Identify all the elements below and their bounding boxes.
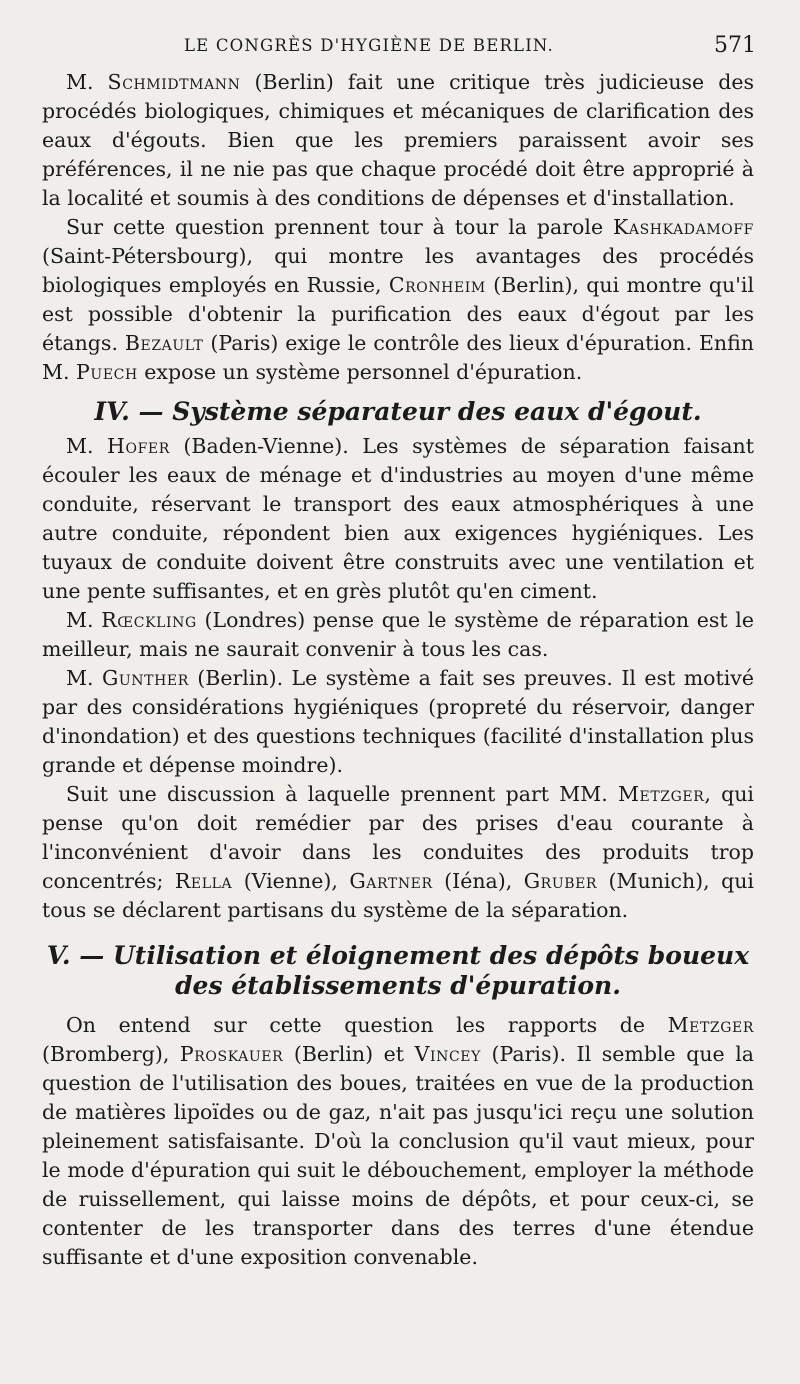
text-span: M. [66, 434, 108, 458]
text-span: (Paris) exige le contrôle des lieux d'épuration. Enfin M. [42, 331, 754, 384]
person-name: Rella [174, 869, 233, 893]
text-span: (Paris). Il semble que la question de l'utilisation des boues, traitées en vue de la production de matières lipoïdes ou de gaz, n'ait pas jusqu'ici reçu une solution pleinement satisfaisante. D'où la conclusion qu'il vaut mieux, pour le mode d'épuration qui suit le débouchement, employer la méthode de ruissellement, qui laisse moins de dépôts, et pour ceux-ci, se contenter de les transporter dans des terres d'une étendue suffisante et d'une exposition convenable. [42, 1042, 754, 1269]
paragraph-discussion-biologique [42, 213, 754, 387]
paragraph-discussion-separation [42, 780, 754, 925]
text-span: (Baden-Vienne). Les systèmes de séparation faisant écouler les eaux de ménage et d'industries au moyen d'une même conduite, réservant le transport des eaux atmosphériques à une autre conduite, répondent bien aux exigences hygiéniques. Les tuyaux de conduite doivent être construits avec une ventilation et une pente suffisantes, et en grès plutôt qu'en ciment. [42, 434, 754, 603]
paragraph-gunther [42, 664, 754, 780]
section-heading-v [42, 941, 754, 1001]
person-name: Bezault [124, 331, 204, 355]
running-head [42, 28, 754, 68]
text-span: M. [66, 608, 102, 632]
section-heading-v-line1: V. — Utilisation et éloignement des dépôts boueux [46, 941, 750, 970]
page-number: 571 [714, 33, 756, 58]
text-span: expose un système personnel d'épuration. [137, 360, 583, 384]
text-span: (Berlin). Le système a fait ses preuves. Il est motivé par des considérations hygiéniques (propreté du réservoir, danger d'inondation) et des questions techniques (facilité d'installation plus grande et dépense moindre). [42, 666, 754, 777]
text-span: , qui pense qu'on doit remédier par des prises d'eau courante à l'inconvénient d'avoir dans les conduites des produits trop concentrés; [42, 782, 754, 893]
text-span: (Berlin) fait une critique très judicieuse des procédés biologiques, chimiques et mécaniques de clarification des eaux d'égouts. Bien que les premiers paraissent avoir ses préférences, il ne nie pas que chaque procédé doit être approprié à la localité et soumis à des conditions de dépenses et d'installation. [42, 70, 754, 210]
text-span: M. [66, 666, 102, 690]
person-name: Hofer [107, 434, 170, 458]
document-page [42, 28, 754, 1272]
person-name: Metzger [617, 782, 705, 806]
section-heading-iv: IV. — Système séparateur des eaux d'égout. [94, 397, 702, 426]
text-span: On entend sur cette question les rapports de [66, 1013, 668, 1037]
text-span: (Bromberg), [42, 1042, 180, 1066]
person-name: Kashkadamoff [612, 215, 754, 239]
text-span: (Berlin) et [283, 1042, 415, 1066]
text-span: (Londres) pense que le système de réparation est le meilleur, mais ne saurait convenir à tous les cas. [42, 608, 754, 661]
person-name: Gartner [349, 869, 433, 893]
paragraph-schmidtmann [42, 68, 754, 213]
text-span: Sur cette question prennent tour à tour la parole [66, 215, 613, 239]
text-span: M. [66, 70, 108, 94]
person-name: Gunther [101, 666, 189, 690]
person-name: Puech [76, 360, 138, 384]
person-name: Gruber [523, 869, 598, 893]
paragraph-roeckling [42, 606, 754, 664]
person-name: Metzger [667, 1013, 754, 1037]
person-name: Schmidtmann [107, 70, 241, 94]
text-span: Suit une discussion à laquelle prennent part MM. [66, 782, 618, 806]
text-span: (Berlin), qui montre qu'il est possible d'obtenir la purification des eaux d'égout par les étangs. [42, 273, 754, 355]
running-title: LE CONGRÈS D'HYGIÈNE DE BERLIN. [184, 36, 554, 55]
paragraph-boues [42, 1011, 754, 1272]
person-name: Cronheim [388, 273, 486, 297]
person-name: Proskauer [179, 1042, 284, 1066]
text-span: (Vienne), [232, 869, 350, 893]
text-span: (Munich), qui tous se déclarent partisans du système de la séparation. [42, 869, 754, 922]
section-heading-v-line2: des établissements d'épuration. [175, 971, 621, 1000]
paragraph-hofer [42, 432, 754, 606]
text-span: (Iéna), [432, 869, 524, 893]
person-name: Rœckling [101, 608, 197, 632]
person-name: Vincey [414, 1042, 481, 1066]
text-span: (Saint-Pétersbourg), qui montre les avantages des procédés biologiques employés en Russie, [42, 244, 754, 297]
